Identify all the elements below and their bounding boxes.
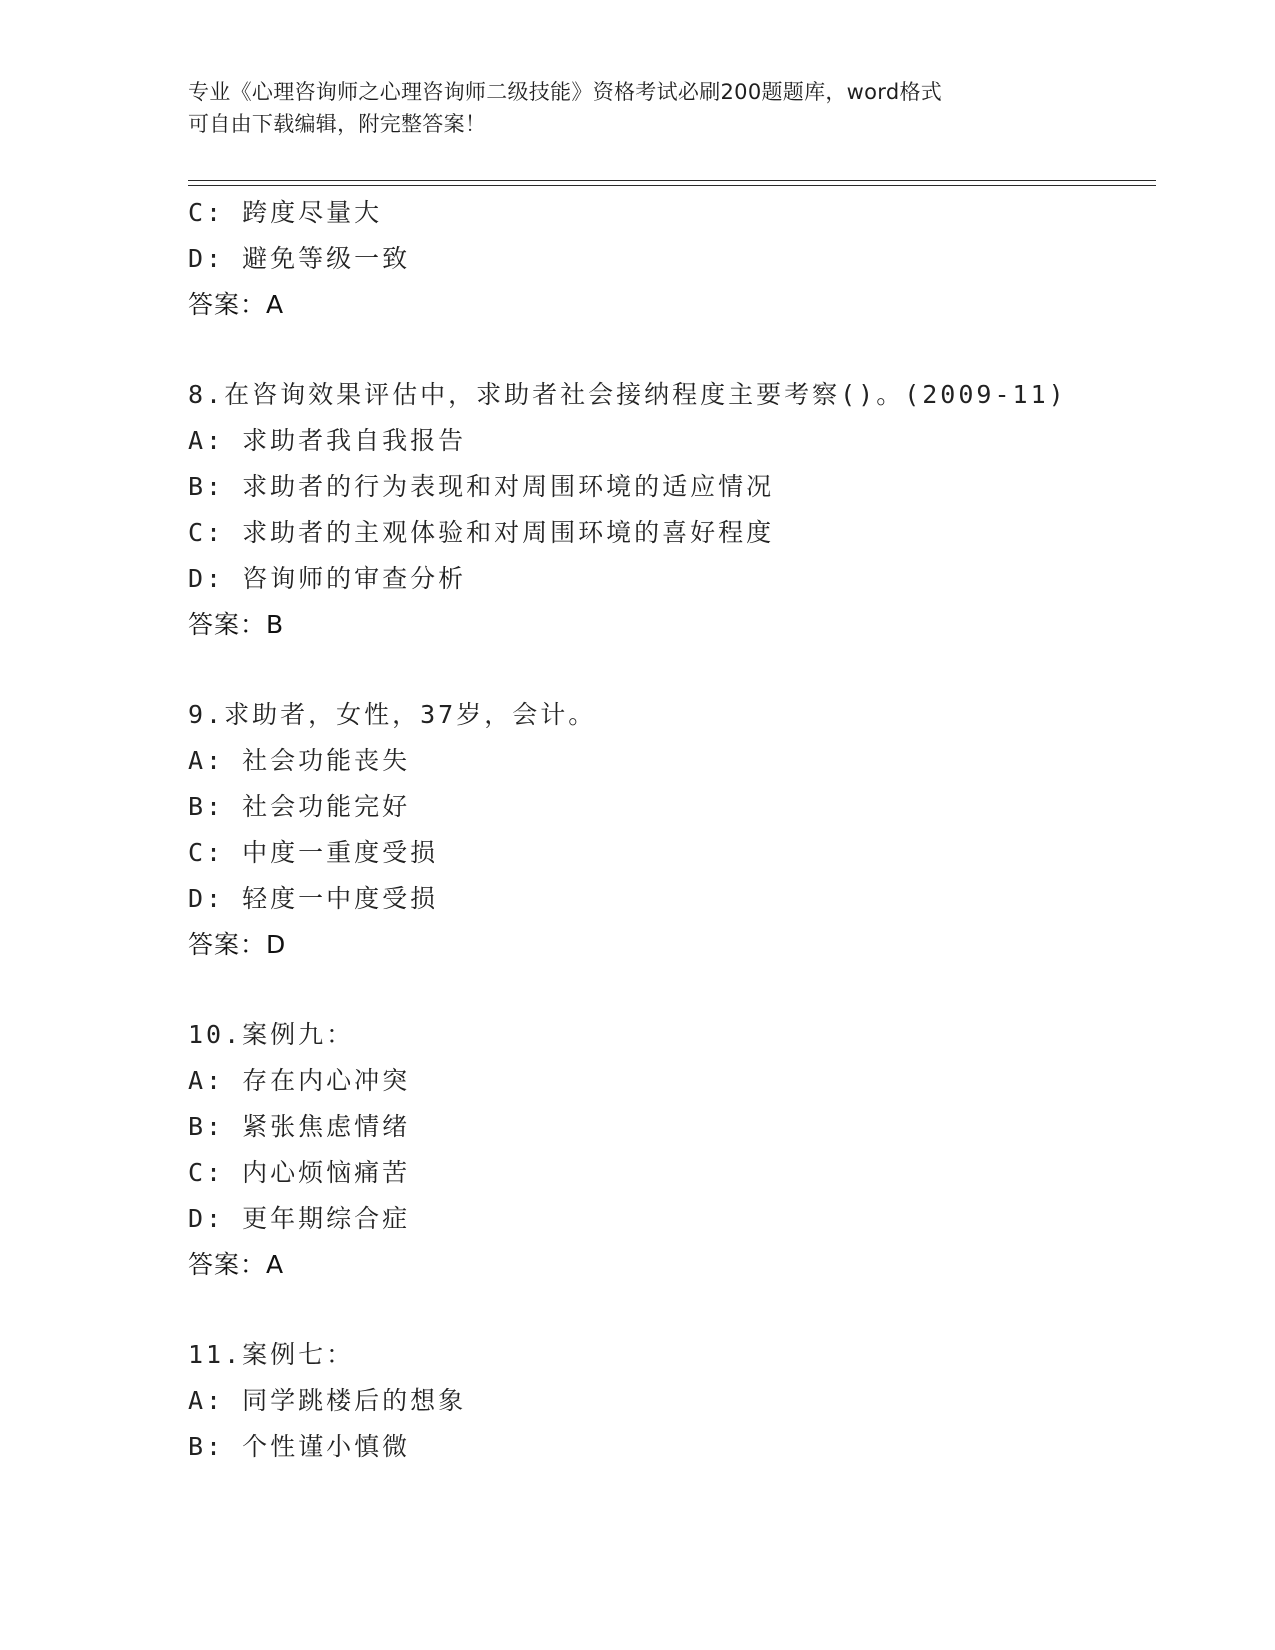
option-a: A: 社会功能丧失 <box>188 746 411 775</box>
option-a: A: 求助者我自我报告 <box>188 426 467 455</box>
header-rule-bottom <box>188 185 1156 186</box>
header-title-line-2: 可自由下载编辑，附完整答案！ <box>188 112 487 136</box>
option-c: C: 求助者的主观体验和对周围环境的喜好程度 <box>188 518 775 547</box>
option-c: C: 内心烦恼痛苦 <box>188 1158 411 1187</box>
block-spacer <box>188 968 1156 1012</box>
question-block-9 <box>188 692 1156 968</box>
question-stem: 10.案例九： <box>188 1020 355 1049</box>
option-d: D: 更年期综合症 <box>188 1204 411 1233</box>
block-spacer <box>188 648 1156 692</box>
answer-line: 答案：D <box>188 930 287 959</box>
question-block-8 <box>188 372 1156 648</box>
option-b: B: 社会功能完好 <box>188 792 411 821</box>
question-block-7 <box>188 190 1156 328</box>
option-b: B: 求助者的行为表现和对周围环境的适应情况 <box>188 472 775 501</box>
option-d: D: 轻度一中度受损 <box>188 884 439 913</box>
question-stem: 8.在咨询效果评估中，求助者社会接纳程度主要考察()。(2009-11) <box>188 380 1067 409</box>
answer-line: 答案：A <box>188 1250 285 1279</box>
question-list <box>188 190 1156 1470</box>
question-stem: 9.求助者，女性，37岁，会计。 <box>188 700 597 729</box>
option-a: A: 存在内心冲突 <box>188 1066 411 1095</box>
option-c: C: 跨度尽量大 <box>188 198 383 227</box>
header-title-line-1: 专业《心理咨询师之心理咨询师二级技能》资格考试必刷200题题库，word格式 <box>188 80 943 104</box>
option-c: C: 中度一重度受损 <box>188 838 439 867</box>
answer-line: 答案：A <box>188 290 285 319</box>
answer-line: 答案：B <box>188 610 285 639</box>
option-a: A: 同学跳楼后的想象 <box>188 1386 467 1415</box>
block-spacer <box>188 1288 1156 1332</box>
block-spacer <box>188 328 1156 372</box>
option-d: D: 咨询师的审查分析 <box>188 564 467 593</box>
option-d: D: 避免等级一致 <box>188 244 411 273</box>
question-stem: 11.案例七： <box>188 1340 355 1369</box>
question-block-11 <box>188 1332 1156 1470</box>
option-b: B: 个性谨小慎微 <box>188 1432 411 1461</box>
page-header <box>188 76 1068 140</box>
question-block-10 <box>188 1012 1156 1288</box>
header-rule-top <box>188 180 1156 181</box>
option-b: B: 紧张焦虑情绪 <box>188 1112 411 1141</box>
